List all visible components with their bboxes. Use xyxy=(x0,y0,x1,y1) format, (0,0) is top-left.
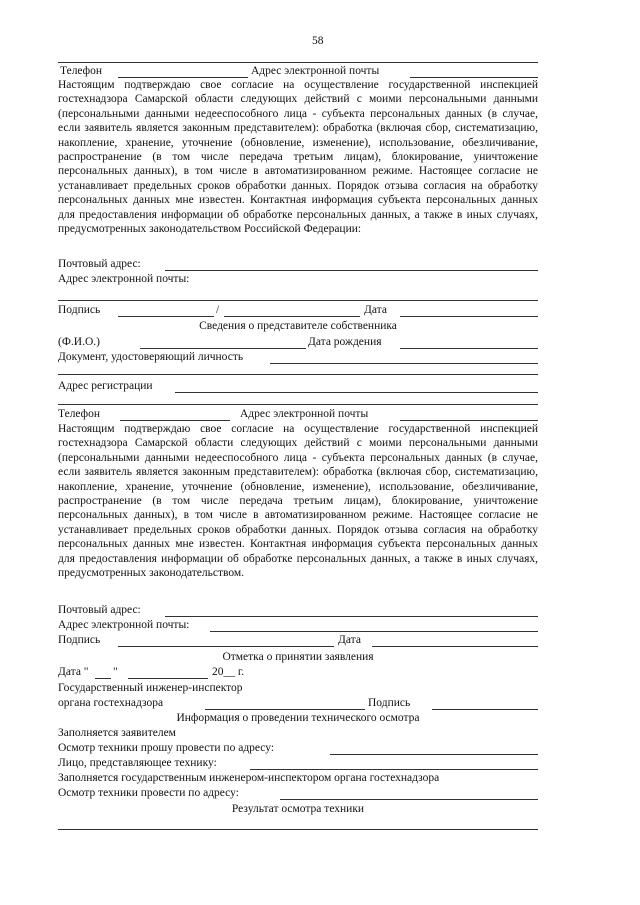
signature-name-blank xyxy=(224,316,360,317)
acceptance-date-prefix: Дата " xyxy=(58,666,89,678)
rep-date-blank xyxy=(372,646,538,647)
inspection-address-request-label: Осмотр техники прошу провести по адресу: xyxy=(58,742,275,754)
representative-title: Сведения о представителе собственника xyxy=(199,320,397,332)
acceptance-date-quote: " xyxy=(113,666,118,678)
registration-address-label: Адрес регистрации xyxy=(58,380,153,392)
acceptance-month-blank xyxy=(128,678,208,679)
phone-label: Телефон xyxy=(60,65,103,77)
acceptance-day-blank xyxy=(95,678,111,679)
email-address-label: Адрес электронной почты: xyxy=(58,273,190,285)
inspector-name-blank xyxy=(205,709,365,710)
rep-email-label: Адрес электронной почты xyxy=(240,408,369,420)
inspector-title-line1: Государственный инженер-инспектор xyxy=(58,682,243,694)
postal-address-label: Почтовый адрес: xyxy=(58,258,141,270)
inspection-address-request-blank xyxy=(330,754,538,755)
representing-person-blank xyxy=(250,769,538,770)
date-label: Дата xyxy=(364,304,387,316)
inspection-address-done-label: Осмотр техники провести по адресу: xyxy=(58,787,239,799)
consent-paragraph-2: Настоящим подтверждаю свое согласие на осуществление государственной инспекцией гостехнадзора Самарской области следующих действий с моими персональными данными (персональными данными недееспособного лица - субъекта персональных данных (в случае, если заявитель является законным представителем): обработка (включая сбор, систематизацию, накопление, хранение, уточнение (обновление, изменение), использование, обезличивание, распространение (в том числе передача третьим лицам), блокирование, уничтожение персональных данных), в том числе в автоматизированном режиме. Настоящее согласие не устанавливает предельных сроков обработки данных. Порядок отзыва согласия на обработку персональных данных мне известен. Контактная информация субъекта персональных данных для предоставления информации об обработке персональных данных, а также в иных случаях, предусмотренных законодательством. xyxy=(58,423,538,580)
birth-date-blank xyxy=(400,348,538,349)
rep-email-blank xyxy=(400,420,538,421)
signature-blank xyxy=(118,316,214,317)
inspector-signature-blank xyxy=(432,709,538,710)
rep-signature-blank xyxy=(118,646,334,647)
id-document-blank-2 xyxy=(58,374,538,375)
date-blank xyxy=(400,316,538,317)
inspection-result-blank xyxy=(58,829,538,830)
signature-label: Подпись xyxy=(58,304,101,316)
rep-phone-label: Телефон xyxy=(58,408,101,420)
consent-paragraph-1: Настоящим подтверждаю свое согласие на осуществление государственной инспекцией гостехнадзора Самарской области следующих действий с моими персональными данными (персональными данными недееспособного лица - субъекта персональных данных (в случае, если заявитель является законным представителем): обработка (включая сбор, систематизацию, накопление, хранение, уточнение (обновление, изменение), использование, обезличивание, распространение (в том числе передача третьим лицам), блокирование, уничтожение персональных данных), в том числе в автоматизированном режиме. Настоящее согласие не устанавливает предельных сроков обработки данных. Порядок отзыва согласия на обработку персональных данных мне известен. Контактная информация субъекта персональных данных для предоставления информации об обработке персональных данных, а также в иных случаях, предусмотренных законодательством Российской Федерации: xyxy=(58,79,538,236)
postal-address-blank xyxy=(165,270,538,271)
rep-email-address-blank xyxy=(210,631,538,632)
representing-person-label: Лицо, представляющее технику: xyxy=(58,757,217,769)
email-address-blank xyxy=(58,300,538,301)
fio-label: (Ф.И.О.) xyxy=(58,336,100,348)
rep-phone-blank xyxy=(120,420,230,421)
inspection-title: Информация о проведении технического осмотра xyxy=(176,712,420,724)
fio-blank xyxy=(140,348,306,349)
page-number: 58 xyxy=(312,35,324,47)
inspector-signature-label: Подпись xyxy=(368,697,411,709)
id-document-blank xyxy=(270,363,538,364)
top-rule xyxy=(58,62,538,63)
email-label: Адрес электронной почты xyxy=(251,65,380,77)
rep-date-label: Дата xyxy=(338,634,361,646)
id-document-label: Документ, удостоверяющий личность xyxy=(58,351,244,363)
rep-email-address-label: Адрес электронной почты: xyxy=(58,619,190,631)
slash: / xyxy=(216,304,220,316)
inspector-title-line2: органа гостехнадзора xyxy=(58,697,164,709)
inspection-address-done-blank xyxy=(280,799,538,800)
rep-postal-address-blank xyxy=(165,616,538,617)
rep-signature-label: Подпись xyxy=(58,634,101,646)
rep-postal-address-label: Почтовый адрес: xyxy=(58,604,141,616)
inspection-result-title: Результат осмотра техники xyxy=(231,803,365,815)
birth-date-label: Дата рождения xyxy=(308,336,382,348)
filled-by-inspector: Заполняется государственным инженером-инспектором органа гостехнадзора xyxy=(58,772,440,784)
acceptance-title: Отметка о принятии заявления xyxy=(222,651,374,663)
filled-by-applicant: Заполняется заявителем xyxy=(58,727,176,739)
registration-address-blank xyxy=(175,392,538,393)
acceptance-year: 20__ г. xyxy=(212,666,245,678)
registration-address-blank-2 xyxy=(58,404,538,405)
